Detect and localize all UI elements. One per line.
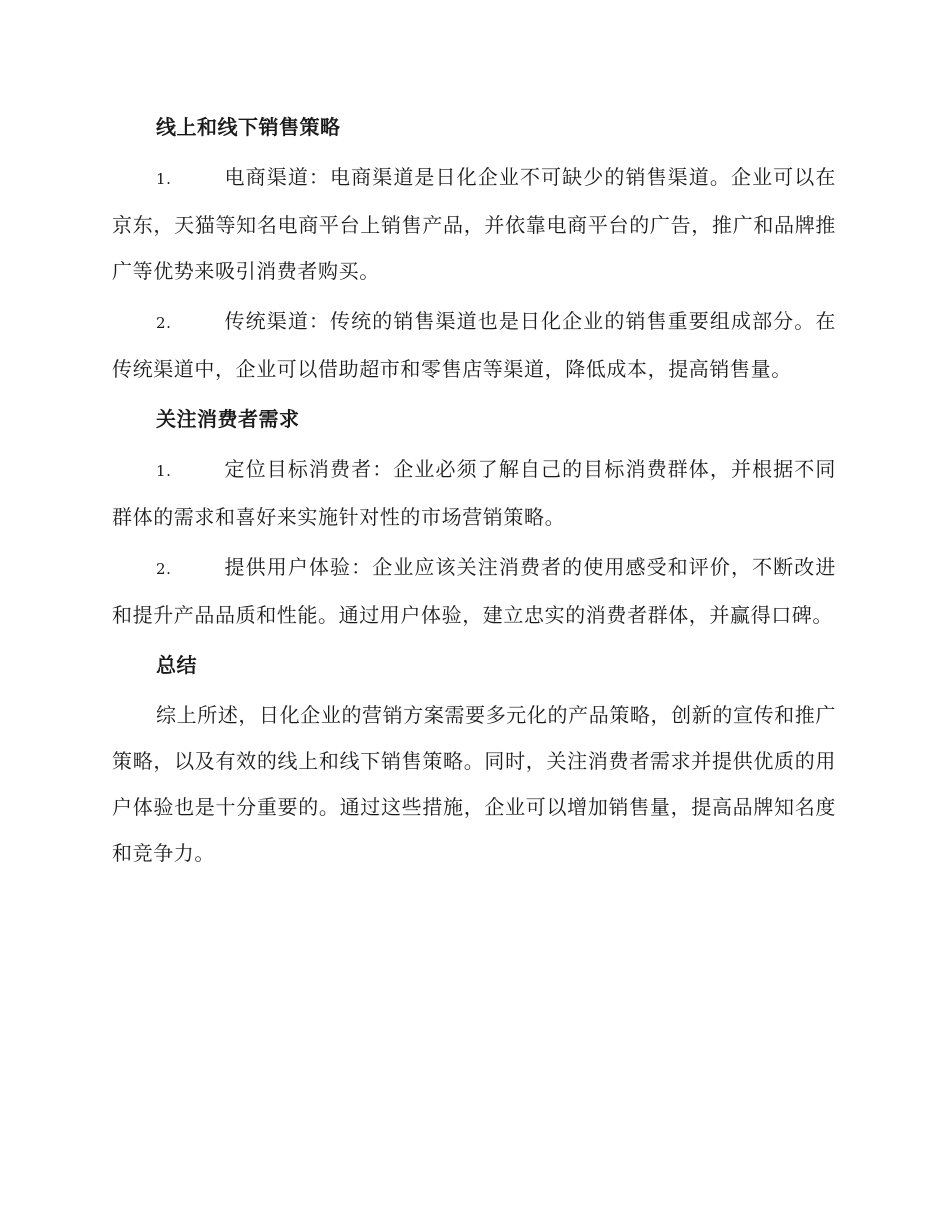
section-heading-consumer-needs: 关注消费者需求 — [156, 407, 300, 431]
section-heading-online-offline: 线上和线下销售策略 — [156, 115, 341, 139]
list-number: 1. — [156, 170, 172, 188]
list-number: 2. — [156, 314, 172, 332]
list-number: 2. — [156, 560, 172, 578]
list-item-text: 传统渠道：传统的销售渠道也是日化企业的销售重要组成部分。在传统渠道中，企业可以借助超市和零售店等渠道，降低成本，提高销售量。 — [112, 309, 836, 381]
list-number: 1. — [156, 462, 172, 480]
list-item — [112, 154, 836, 294]
list-item — [112, 544, 836, 638]
section-heading-summary: 总结 — [156, 653, 197, 677]
document-page — [112, 104, 836, 880]
list-item-text: 提供用户体验：企业应该关注消费者的使用感受和评价，不断改进和提升产品品质和性能。通过用户体验，建立忠实的消费者群体，并赢得口碑。 — [112, 555, 836, 627]
list-item-text: 电商渠道：电商渠道是日化企业不可缺少的销售渠道。企业可以在京东，天猫等知名电商平台上销售产品，并依靠电商平台的广告，推广和品牌推广等优势来吸引消费者购买。 — [112, 165, 836, 283]
list-item — [112, 446, 836, 540]
list-item-text: 定位目标消费者：企业必须了解自己的目标消费群体，并根据不同群体的需求和喜好来实施针对性的市场营销策略。 — [112, 457, 836, 529]
summary-paragraph: 综上所述，日化企业的营销方案需要多元化的产品策略，创新的宣传和推广策略，以及有效的线上和线下销售策略。同时，关注消费者需求并提供优质的用户体验也是十分重要的。通过这些措施，企业可以增加销售量，提高品牌知名度和竞争力。 — [112, 703, 836, 865]
list-item — [112, 298, 836, 392]
